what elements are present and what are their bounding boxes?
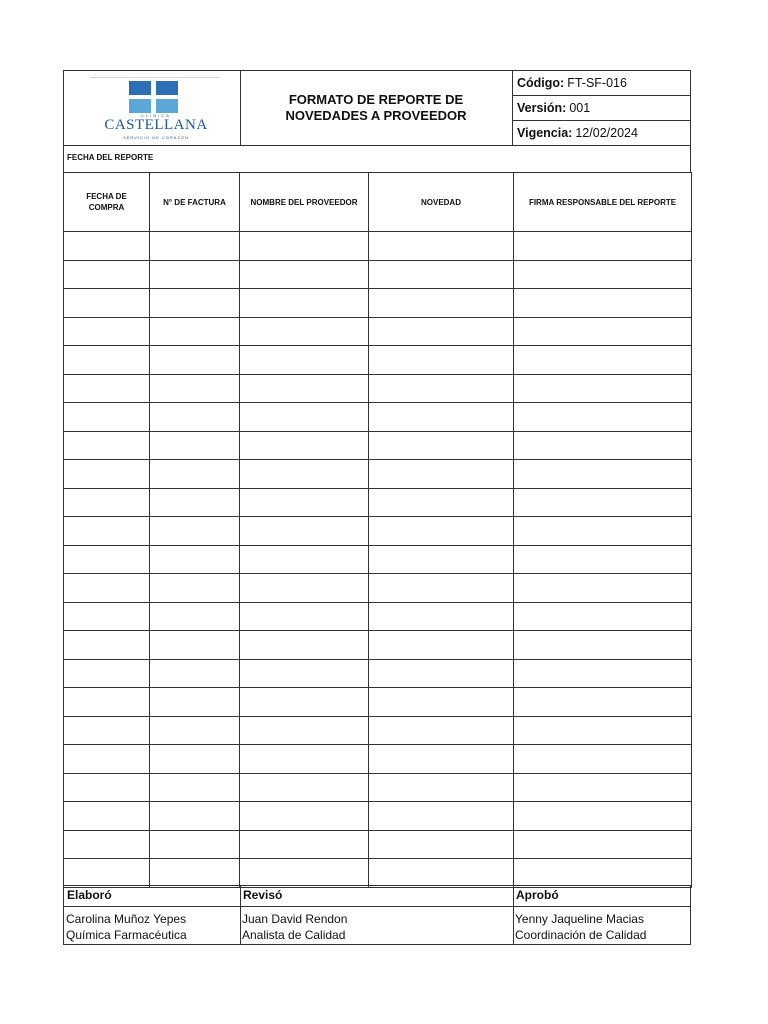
elaboro-column	[64, 886, 241, 944]
cell-proveedor[interactable]	[240, 460, 369, 489]
logo-rule	[90, 77, 220, 78]
cell-novedad[interactable]	[369, 431, 514, 460]
cell-novedad[interactable]	[369, 403, 514, 432]
cell-factura[interactable]	[150, 716, 240, 745]
table-row	[64, 289, 692, 318]
reviso-column	[240, 886, 514, 944]
cell-novedad[interactable]	[369, 659, 514, 688]
table-row	[64, 488, 692, 517]
logo-square-bottom-left	[129, 99, 151, 113]
logo-name: CASTELLANA	[104, 117, 208, 133]
cell-fecha-compra[interactable]	[64, 232, 150, 261]
table-row	[64, 602, 692, 631]
logo-top-text: CLÍNICA	[141, 113, 171, 118]
cell-proveedor[interactable]	[240, 631, 369, 660]
table-row	[64, 659, 692, 688]
reviso-signature	[242, 911, 347, 943]
cell-novedad[interactable]	[369, 802, 514, 831]
cell-proveedor[interactable]	[240, 346, 369, 375]
table-row	[64, 374, 692, 403]
reviso-label: Revisó	[243, 888, 283, 902]
logo-square-top-left	[129, 81, 151, 95]
logo-tagline: SERVICIO DE CORAZÓN	[123, 135, 189, 140]
cell-novedad[interactable]	[369, 374, 514, 403]
cell-fecha-compra[interactable]	[64, 260, 150, 289]
cell-firma[interactable]	[514, 289, 692, 318]
cell-firma[interactable]	[514, 460, 692, 489]
cell-fecha-compra[interactable]	[64, 631, 150, 660]
cell-firma[interactable]	[514, 688, 692, 717]
cell-proveedor[interactable]	[240, 317, 369, 346]
cell-firma[interactable]	[514, 403, 692, 432]
cell-fecha-compra[interactable]	[64, 431, 150, 460]
cell-fecha-compra[interactable]	[64, 403, 150, 432]
cell-factura[interactable]	[150, 460, 240, 489]
cell-fecha-compra[interactable]	[64, 517, 150, 546]
cell-factura[interactable]	[150, 802, 240, 831]
column-header-proveedor: NOMBRE DEL PROVEEDOR	[240, 173, 369, 232]
cell-factura[interactable]	[150, 602, 240, 631]
cell-firma[interactable]	[514, 346, 692, 375]
elaboro-role: Química Farmacéutica	[66, 928, 187, 942]
document-header	[63, 70, 691, 146]
table-row	[64, 773, 692, 802]
fecha-reporte-label: FECHA DEL REPORTE	[67, 153, 154, 162]
cell-proveedor[interactable]	[240, 403, 369, 432]
cell-firma[interactable]	[514, 802, 692, 831]
table-row	[64, 716, 692, 745]
cell-fecha-compra[interactable]	[64, 745, 150, 774]
reviso-name: Juan David Rendon	[242, 912, 348, 926]
cell-factura[interactable]	[150, 859, 240, 888]
cell-fecha-compra[interactable]	[64, 574, 150, 603]
codigo-label: Código:	[517, 76, 565, 90]
cell-fecha-compra[interactable]	[64, 802, 150, 831]
table-row	[64, 745, 692, 774]
codigo-value: FT-SF-016	[567, 76, 627, 90]
column-header-factura: N° DE FACTURA	[150, 173, 240, 232]
version-row	[513, 96, 690, 121]
version-label: Versión:	[517, 101, 567, 115]
cell-factura[interactable]	[150, 517, 240, 546]
cell-factura[interactable]	[150, 403, 240, 432]
table-row	[64, 232, 692, 261]
table-row	[64, 631, 692, 660]
novedades-table	[63, 172, 692, 888]
table-body	[64, 232, 692, 888]
cell-firma[interactable]	[514, 317, 692, 346]
cell-proveedor[interactable]	[240, 488, 369, 517]
clinic-logo	[86, 77, 226, 143]
cell-firma[interactable]	[514, 574, 692, 603]
cell-proveedor[interactable]	[240, 745, 369, 774]
cell-firma[interactable]	[514, 716, 692, 745]
aprobo-label: Aprobó	[516, 888, 559, 902]
table-row	[64, 688, 692, 717]
cell-factura[interactable]	[150, 830, 240, 859]
cell-novedad[interactable]	[369, 574, 514, 603]
document-title: FORMATO DE REPORTE DE NOVEDADES A PROVEEDOR	[240, 71, 513, 145]
table-row	[64, 859, 692, 888]
aprobo-column	[513, 886, 690, 944]
codigo-row	[513, 71, 690, 96]
cell-fecha-compra[interactable]	[64, 289, 150, 318]
cell-novedad[interactable]	[369, 317, 514, 346]
cell-firma[interactable]	[514, 659, 692, 688]
elaboro-signature	[66, 911, 187, 943]
cell-factura[interactable]	[150, 232, 240, 261]
column-header-fecha-compra: FECHA DE COMPRA	[64, 173, 150, 232]
cell-fecha-compra[interactable]	[64, 716, 150, 745]
reviso-role: Analista de Calidad	[242, 928, 346, 942]
cell-proveedor[interactable]	[240, 688, 369, 717]
cell-novedad[interactable]	[369, 716, 514, 745]
cell-novedad[interactable]	[369, 289, 514, 318]
cell-proveedor[interactable]	[240, 574, 369, 603]
cell-novedad[interactable]	[369, 859, 514, 888]
table-header-row	[64, 173, 692, 232]
vigencia-value: 12/02/2024	[575, 126, 638, 140]
cell-novedad[interactable]	[369, 545, 514, 574]
logo-square-bottom-right	[156, 99, 178, 113]
table-row	[64, 545, 692, 574]
column-header-novedad: NOVEDAD	[369, 173, 514, 232]
cell-proveedor[interactable]	[240, 716, 369, 745]
cell-factura[interactable]	[150, 659, 240, 688]
cell-factura[interactable]	[150, 260, 240, 289]
cell-novedad[interactable]	[369, 260, 514, 289]
logo-cell	[64, 71, 241, 145]
table-row	[64, 802, 692, 831]
cell-proveedor[interactable]	[240, 517, 369, 546]
cell-factura[interactable]	[150, 574, 240, 603]
aprobo-divider	[513, 906, 690, 907]
cell-factura[interactable]	[150, 745, 240, 774]
cell-novedad[interactable]	[369, 688, 514, 717]
cell-proveedor[interactable]	[240, 802, 369, 831]
document-meta	[513, 71, 690, 145]
cell-novedad[interactable]	[369, 830, 514, 859]
cell-fecha-compra[interactable]	[64, 346, 150, 375]
cell-novedad[interactable]	[369, 232, 514, 261]
table-row	[64, 460, 692, 489]
table-row	[64, 260, 692, 289]
cell-fecha-compra[interactable]	[64, 859, 150, 888]
cell-fecha-compra[interactable]	[64, 773, 150, 802]
cell-proveedor[interactable]	[240, 659, 369, 688]
table-row	[64, 517, 692, 546]
cell-factura[interactable]	[150, 688, 240, 717]
cell-fecha-compra[interactable]	[64, 659, 150, 688]
aprobo-role: Coordinación de Calidad	[515, 928, 647, 942]
cell-novedad[interactable]	[369, 488, 514, 517]
cell-novedad[interactable]	[369, 602, 514, 631]
version-value: 001	[569, 101, 591, 115]
cell-firma[interactable]	[514, 745, 692, 774]
cell-firma[interactable]	[514, 374, 692, 403]
cell-firma[interactable]	[514, 602, 692, 631]
table-row	[64, 346, 692, 375]
cell-proveedor[interactable]	[240, 859, 369, 888]
cell-proveedor[interactable]	[240, 260, 369, 289]
cell-fecha-compra[interactable]	[64, 545, 150, 574]
cell-novedad[interactable]	[369, 773, 514, 802]
table-row	[64, 403, 692, 432]
cell-factura[interactable]	[150, 431, 240, 460]
cell-novedad[interactable]	[369, 745, 514, 774]
vigencia-row	[513, 121, 690, 145]
cell-factura[interactable]	[150, 374, 240, 403]
cell-novedad[interactable]	[369, 517, 514, 546]
cell-factura[interactable]	[150, 488, 240, 517]
cell-proveedor[interactable]	[240, 602, 369, 631]
cell-firma[interactable]	[514, 517, 692, 546]
cell-proveedor[interactable]	[240, 545, 369, 574]
elaboro-label: Elaboró	[67, 888, 112, 902]
column-header-firma: FIRMA RESPONSABLE DEL REPORTE	[514, 173, 692, 232]
cell-firma[interactable]	[514, 431, 692, 460]
cell-novedad[interactable]	[369, 346, 514, 375]
elaboro-divider	[64, 906, 240, 907]
cell-factura[interactable]	[150, 545, 240, 574]
cell-novedad[interactable]	[369, 460, 514, 489]
elaboro-name: Carolina Muñoz Yepes	[66, 912, 187, 926]
table-row	[64, 431, 692, 460]
cell-factura[interactable]	[150, 773, 240, 802]
cell-fecha-compra[interactable]	[64, 688, 150, 717]
cell-factura[interactable]	[150, 631, 240, 660]
cell-factura[interactable]	[150, 289, 240, 318]
cell-proveedor[interactable]	[240, 431, 369, 460]
logo-square-top-right	[156, 81, 178, 95]
cell-proveedor[interactable]	[240, 773, 369, 802]
cell-factura[interactable]	[150, 346, 240, 375]
aprobo-signature	[515, 911, 646, 943]
fecha-reporte-field[interactable]	[63, 145, 691, 173]
cell-proveedor[interactable]	[240, 374, 369, 403]
cell-novedad[interactable]	[369, 631, 514, 660]
cell-firma[interactable]	[514, 232, 692, 261]
cell-firma[interactable]	[514, 488, 692, 517]
cell-firma[interactable]	[514, 859, 692, 888]
table-row	[64, 830, 692, 859]
cell-firma[interactable]	[514, 830, 692, 859]
table-row	[64, 574, 692, 603]
cell-firma[interactable]	[514, 631, 692, 660]
cell-firma[interactable]	[514, 773, 692, 802]
table-row	[64, 317, 692, 346]
cell-proveedor[interactable]	[240, 232, 369, 261]
cell-proveedor[interactable]	[240, 289, 369, 318]
cell-fecha-compra[interactable]	[64, 830, 150, 859]
cell-fecha-compra[interactable]	[64, 317, 150, 346]
cell-fecha-compra[interactable]	[64, 460, 150, 489]
aprobo-name: Yenny Jaqueline Macias	[515, 912, 644, 926]
cell-firma[interactable]	[514, 545, 692, 574]
approval-footer	[63, 885, 691, 945]
reviso-divider	[240, 906, 513, 907]
cell-firma[interactable]	[514, 260, 692, 289]
vigencia-label: Vigencia:	[517, 126, 573, 140]
cell-proveedor[interactable]	[240, 830, 369, 859]
cell-fecha-compra[interactable]	[64, 374, 150, 403]
cell-factura[interactable]	[150, 317, 240, 346]
cell-fecha-compra[interactable]	[64, 602, 150, 631]
cell-fecha-compra[interactable]	[64, 488, 150, 517]
